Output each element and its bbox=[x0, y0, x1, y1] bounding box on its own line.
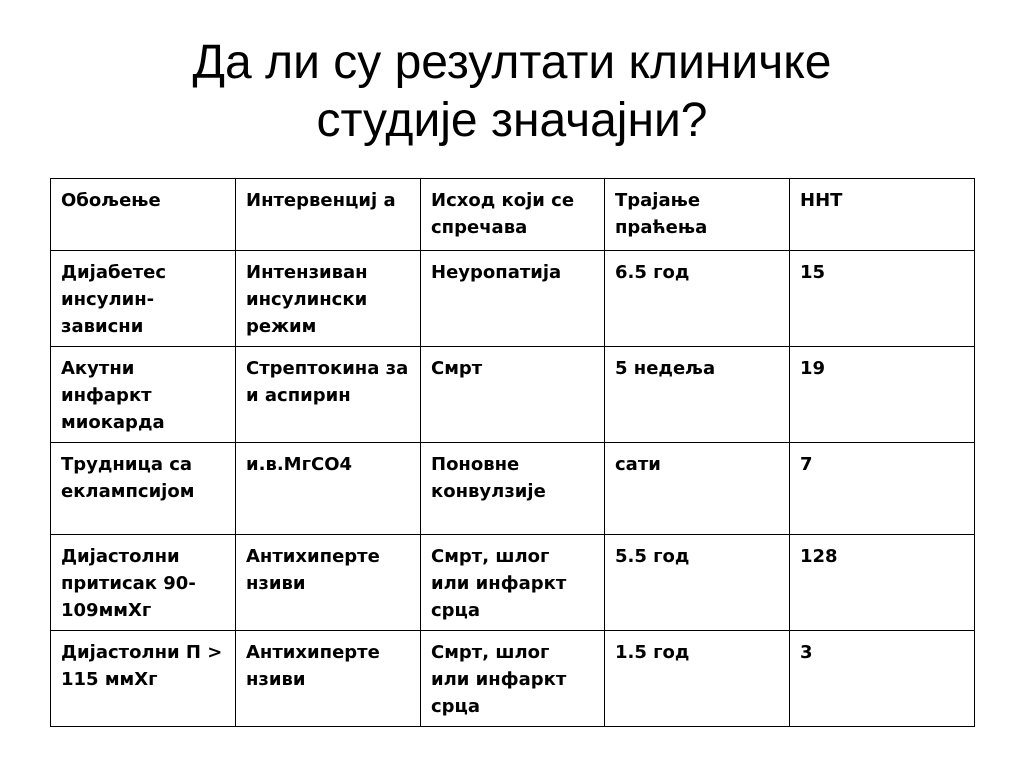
table-cell-outcome: Смрт, шлог или инфаркт срца bbox=[421, 535, 605, 631]
table-cell-follow-up: 1.5 год bbox=[605, 631, 790, 727]
table-cell-outcome: Поновне конвулзије bbox=[421, 443, 605, 535]
slide-title-line-1: Да ли су резултати клиничке bbox=[192, 36, 832, 89]
table-cell-follow-up: 5.5 год bbox=[605, 535, 790, 631]
clinical-study-table bbox=[50, 178, 975, 727]
table-row bbox=[51, 347, 975, 443]
table-cell-disease: Дијастолни притисак 90-109ммХг bbox=[51, 535, 236, 631]
table-cell-nnt: 15 bbox=[790, 251, 975, 347]
table-cell-disease: Трудница са еклампсијом bbox=[51, 443, 236, 535]
table-cell-nnt: 128 bbox=[790, 535, 975, 631]
table-cell-nnt: 3 bbox=[790, 631, 975, 727]
table-cell-nnt: 7 bbox=[790, 443, 975, 535]
table-cell-intervention: Интензиван инсулински режим bbox=[236, 251, 421, 347]
slide-title bbox=[0, 34, 1024, 150]
header-cell-follow-up: Трајање праћења bbox=[605, 179, 790, 251]
table-row bbox=[51, 631, 975, 727]
table-cell-disease: Дијастолни П > 115 ммХг bbox=[51, 631, 236, 727]
table-row bbox=[51, 535, 975, 631]
slide-title-line-2: студије значајни? bbox=[316, 94, 708, 147]
header-cell-intervention: Интервенциј а bbox=[236, 179, 421, 251]
table-cell-intervention: Стрептокина за и аспирин bbox=[236, 347, 421, 443]
table-cell-follow-up: сати bbox=[605, 443, 790, 535]
table-cell-disease: Дијабетес инсулин-зависни bbox=[51, 251, 236, 347]
table-cell-outcome: Неуропатија bbox=[421, 251, 605, 347]
table-cell-intervention: Антихиперте нзиви bbox=[236, 631, 421, 727]
header-cell-outcome: Исход који се спречава bbox=[421, 179, 605, 251]
table-row bbox=[51, 443, 975, 535]
header-cell-nnt: ННТ bbox=[790, 179, 975, 251]
table-header-row bbox=[51, 179, 975, 251]
table-cell-intervention: и.в.МгСО4 bbox=[236, 443, 421, 535]
table-cell-disease: Акутни инфаркт миокарда bbox=[51, 347, 236, 443]
table-cell-intervention: Антихиперте нзиви bbox=[236, 535, 421, 631]
header-cell-disease: Обољење bbox=[51, 179, 236, 251]
table-cell-outcome: Смрт bbox=[421, 347, 605, 443]
table-row bbox=[51, 251, 975, 347]
table-cell-follow-up: 5 недеља bbox=[605, 347, 790, 443]
table-cell-outcome: Смрт, шлог или инфаркт срца bbox=[421, 631, 605, 727]
table-cell-follow-up: 6.5 год bbox=[605, 251, 790, 347]
table-cell-nnt: 19 bbox=[790, 347, 975, 443]
